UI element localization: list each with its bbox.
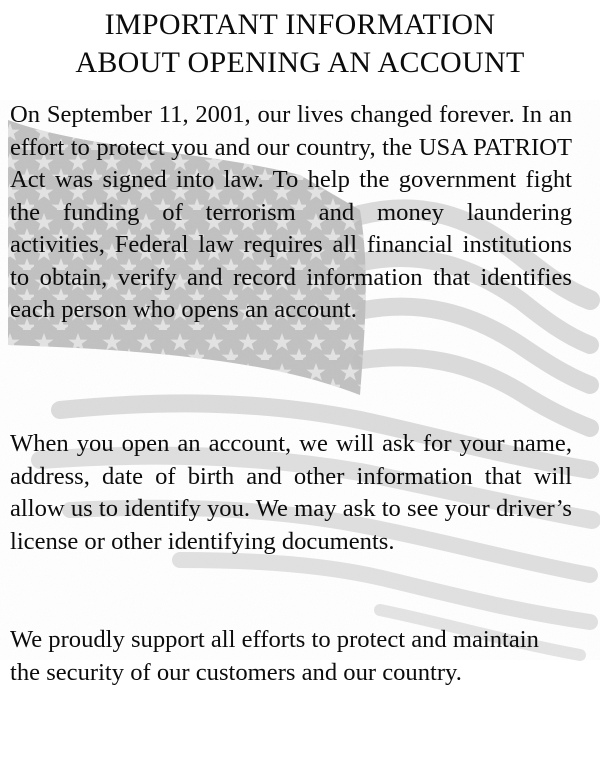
support-paragraph: We proudly support all efforts to protect and maintain the security of our customers and our country.: [10, 626, 539, 686]
identification-paragraph: When you open an account, we will ask for your name, address, date of birth and other information that will allow us to identify you. We may ask to see your driver’s license or other identifying documents.: [10, 430, 572, 555]
title-line-1: IMPORTANT INFORMATION: [104, 8, 496, 41]
title-line-2: ABOUT OPENING AN ACCOUNT: [75, 46, 525, 79]
patriot-act-paragraph: On September 11, 2001, our lives changed forever. In an effort to protect you and our country, the USA PATRIOT Act was signed into law. To help the government fight the funding of terrorism and money laundering activities, Federal law requires all financial institutions to obtain, verify and record information that identifies each person who opens an account.: [10, 101, 572, 323]
